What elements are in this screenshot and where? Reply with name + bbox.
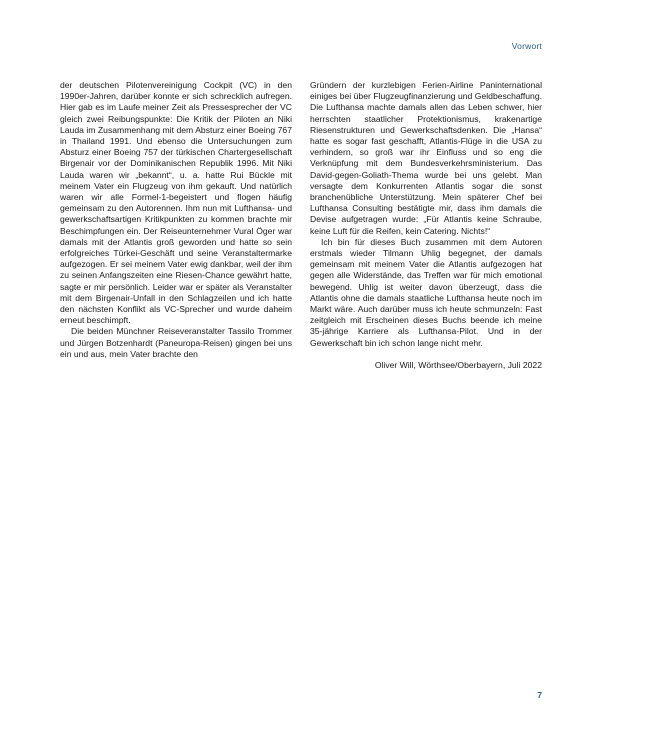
paragraph: Ich bin für dieses Buch zusammen mit dem Autoren erstmals wieder Tilmann Uhlig begegnet, der damals gemeinsam mit meinem Vater die Atlantis aufgezogen hat gegen alle Widerstände, das Treffen war für mich emotional bewegend. Uhlig ist weiter davon überzeugt, dass die Atlantis ohne die damals staatliche Lufthansa heute noch im Markt wäre. Auch darüber muss ich heute schmunzeln: Fast zeitgleich mit Erscheinen dieses Buchs beende ich meine 35-jährige Karriere als Lufthansa-Pilot. Und in der Gewerkschaft bin ich schon lange nicht mehr. bbox=[310, 236, 542, 348]
running-title: Vorwort bbox=[511, 41, 542, 51]
text-column-left bbox=[60, 80, 292, 360]
author-signature: Oliver Will, Wörthsee/Oberbayern, Juli 2022 bbox=[374, 359, 542, 370]
paragraph: Die beiden Münchner Reiseveranstalter Tassilo Trommer und Jürgen Botzenhardt (Paneuropa-Reisen) gingen bei uns ein und aus, mein Vater brachte den bbox=[60, 326, 292, 359]
text-column-right bbox=[310, 80, 542, 371]
paragraph: der deutschen Pilotenvereinigung Cockpit (VC) in den 1990er-Jahren, darüber konnte er sich schrecklich aufregen. Hier gab es im Laufe meiner Zeit als Pressesprecher der VC gleich zwei Reibungspunkte: Die Kritik der Piloten an Niki Lauda im Zusammenhang mit dem Absturz einer Boeing 767 in Thailand 1991. Und ebenso die Untersuchungen zum Absturz einer Boeing 757 der türkischen Chartergesellschaft Birgenair vor der Dominikanischen Republik 1996. Mit Niki Lauda waren wir „bekannt“, u. a. hatte Rui Bückle mit meinem Vater ein Flugzeug von ihm gekauft. Und natürlich waren wir alle Formel-1-begeistert und flogen häufig gemeinsam zu den Autorennen. Ihm nun mit Lufthansa- und gewerkschaftsartigen Kritikpunkten zu kommen brachte mir Beschimpfungen ein. Der Reiseunternehmer Vural Öger war damals mit der Atlantis groß geworden und hatte so sein erfolgreiches Türkei-Geschäft und seine Veranstaltermarke aufgezogen. Er sei meinem Vater ewig dankbar, weil der ihm zu seinen Anfangszeiten eine Riesen-Chance gewährt hatte, sagte er mir persönlich. Leider war er später als Veranstalter mit dem Birgenair-Unfall in den Schlagzeilen und ich hatte den nächsten Konflikt als VC-Sprecher und wurde daheim erneut beschimpft. bbox=[60, 80, 292, 326]
paragraph: Gründern der kurzlebigen Ferien-Airline Paninternational einiges bei über Flugzeugfinanzierung und Geldbeschaffung. Die Lufthansa machte damals allen das Leben schwer, hier herrschten staatlicher Protektionismus, krakenartige Riesenstrukturen und Gewerkschaftsdenken. Die „Hansa“ hatte es sogar fast geschafft, Atlantis-Flüge in die USA zu verhindern, so groß war ihr Einfluss und so eng die Verknüpfung mit dem Bundesverkehrsministerium. Das David-gegen-Goliath-Thema wurde bei uns gelebt. Man versagte dem Konkurrenten Atlantis sogar die sonst branchenübliche Unterstützung. Mein späterer Chef bei Lufthansa Consulting bestätigte mir, dass ihm damals die Devise aufgetragen wurde: „Für Atlantis keine Schraube, keine Luft für die Reifen, kein Catering. Nichts!“ bbox=[310, 80, 542, 236]
page-number: 7 bbox=[537, 690, 542, 700]
